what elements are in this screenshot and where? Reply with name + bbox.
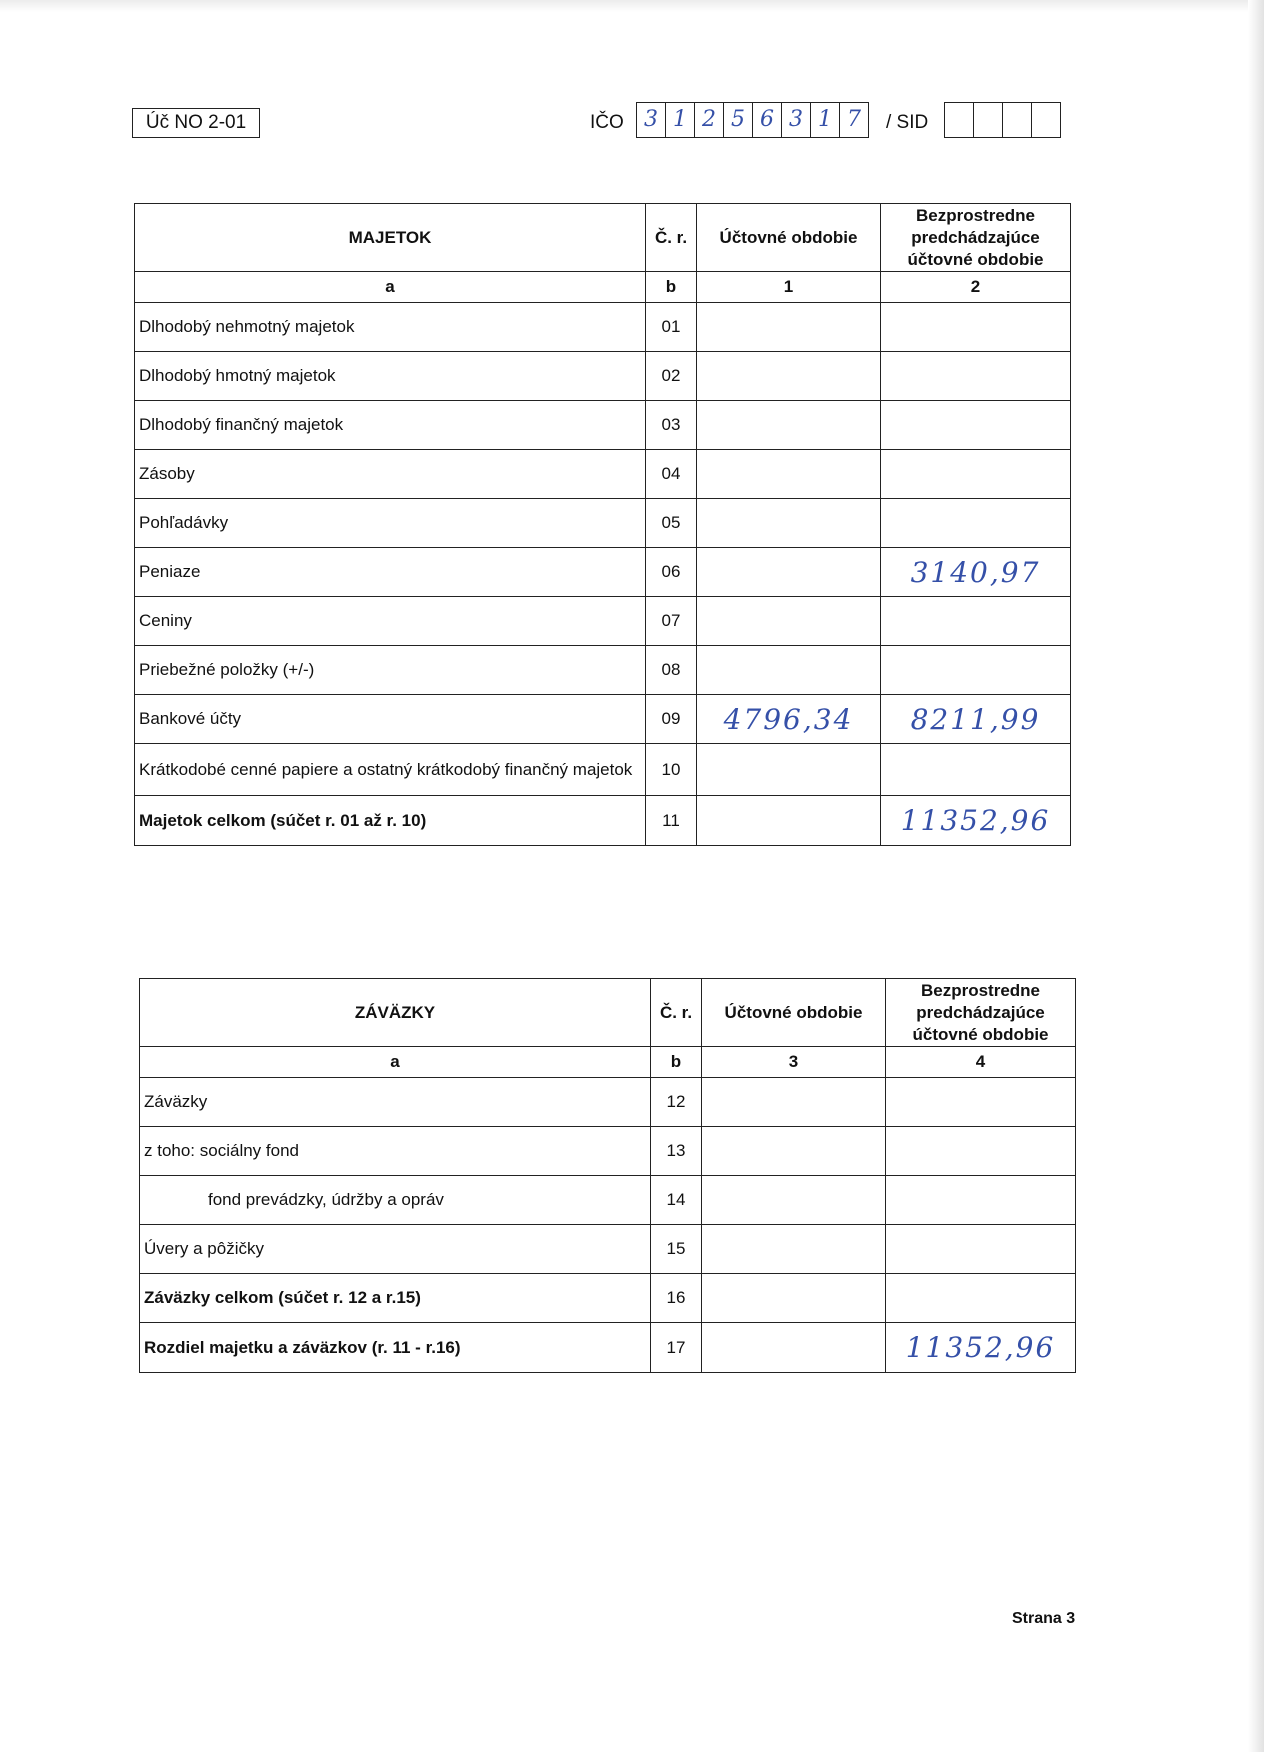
- row-number: 14: [651, 1176, 702, 1225]
- current-period-value[interactable]: [697, 499, 881, 548]
- current-period-value[interactable]: [697, 597, 881, 646]
- previous-period-value[interactable]: [886, 1225, 1076, 1274]
- liabilities-header-row: [140, 979, 1076, 1047]
- current-period-value[interactable]: [702, 1078, 886, 1127]
- previous-period-value[interactable]: [881, 450, 1071, 499]
- row-number: 06: [646, 548, 697, 597]
- table-row: [135, 646, 1071, 695]
- previous-period-value[interactable]: 3140,97: [881, 548, 1071, 597]
- previous-period-value[interactable]: [881, 597, 1071, 646]
- assets-header-item: MAJETOK: [135, 204, 646, 272]
- current-period-value[interactable]: [702, 1323, 886, 1373]
- form-code: Úč NO 2-01: [132, 108, 260, 138]
- assets-letter-current: 1: [697, 272, 881, 303]
- liabilities-letter-current: 3: [702, 1047, 886, 1078]
- scan-top-shadow: [0, 0, 1264, 12]
- table-row: [140, 1225, 1076, 1274]
- previous-period-value[interactable]: [881, 646, 1071, 695]
- liabilities-letter-row-no: b: [651, 1047, 702, 1078]
- sid-label: / SID: [886, 112, 929, 133]
- row-label: Priebežné položky (+/-): [135, 646, 646, 695]
- row-number: 16: [651, 1274, 702, 1323]
- current-period-value[interactable]: [702, 1127, 886, 1176]
- row-number: 12: [651, 1078, 702, 1127]
- row-label: Bankové účty: [135, 695, 646, 744]
- current-period-value[interactable]: [702, 1225, 886, 1274]
- row-number: 03: [646, 401, 697, 450]
- row-label: Krátkodobé cenné papiere a ostatný krátkodobý finančný majetok: [135, 744, 646, 796]
- ico-digit[interactable]: 1: [665, 103, 694, 137]
- row-label: Pohľadávky: [135, 499, 646, 548]
- sid-digit[interactable]: [1002, 103, 1031, 137]
- row-number: 17: [651, 1323, 702, 1373]
- row-label: fond prevádzky, údržby a opráv: [140, 1176, 651, 1225]
- row-label: Dlhodobý hmotný majetok: [135, 352, 646, 401]
- liabilities-header-item: ZÁVÄZKY: [140, 979, 651, 1047]
- previous-period-value[interactable]: 11352,96: [881, 796, 1071, 846]
- row-number: 01: [646, 303, 697, 352]
- sid-digit[interactable]: [1031, 103, 1060, 137]
- table-row: [140, 1078, 1076, 1127]
- ico-digit[interactable]: 7: [839, 103, 868, 137]
- current-period-value[interactable]: 4796,34: [697, 695, 881, 744]
- table-row: [135, 744, 1071, 796]
- scan-edge-shadow: [1248, 0, 1264, 1752]
- liabilities-table: [139, 978, 1076, 1373]
- current-period-value[interactable]: [697, 796, 881, 846]
- ico-digit[interactable]: 5: [723, 103, 752, 137]
- row-number: 11: [646, 796, 697, 846]
- previous-period-value[interactable]: 8211,99: [881, 695, 1071, 744]
- sid-digit[interactable]: [945, 103, 973, 137]
- liabilities-letter-item: a: [140, 1047, 651, 1078]
- liabilities-header-previous: Bezprostredne predchádzajúce účtovné obdobie: [886, 979, 1076, 1047]
- current-period-value[interactable]: [697, 352, 881, 401]
- ico-digit[interactable]: 3: [644, 107, 658, 132]
- assets-header-row: [135, 204, 1071, 272]
- ico-label: IČO: [590, 112, 624, 133]
- row-label: Zásoby: [135, 450, 646, 499]
- assets-letter-row-no: b: [646, 272, 697, 303]
- table-row: [135, 695, 1071, 744]
- table-row: [135, 352, 1071, 401]
- table-row: [135, 796, 1071, 846]
- table-row: [140, 1323, 1076, 1373]
- table-row: [135, 548, 1071, 597]
- ico-digit[interactable]: 3: [781, 103, 810, 137]
- row-label: Úvery a pôžičky: [140, 1225, 651, 1274]
- ico-digit[interactable]: 6: [752, 103, 781, 137]
- previous-period-value[interactable]: [881, 499, 1071, 548]
- table-row: [140, 1127, 1076, 1176]
- current-period-value[interactable]: [697, 401, 881, 450]
- previous-period-value[interactable]: [881, 303, 1071, 352]
- row-number: 09: [646, 695, 697, 744]
- previous-period-value[interactable]: [886, 1176, 1076, 1225]
- current-period-value[interactable]: [697, 744, 881, 796]
- row-number: 05: [646, 499, 697, 548]
- current-period-value[interactable]: [697, 646, 881, 695]
- assets-letter-previous: 2: [881, 272, 1071, 303]
- sid-digit[interactable]: [973, 103, 1002, 137]
- row-label: Rozdiel majetku a záväzkov (r. 11 - r.16): [140, 1323, 651, 1373]
- assets-header-row-no: Č. r.: [646, 204, 697, 272]
- row-number: 02: [646, 352, 697, 401]
- liabilities-letter-previous: 4: [886, 1047, 1076, 1078]
- sid-digit-boxes: [944, 102, 1061, 138]
- row-label: Záväzky celkom (súčet r. 12 a r.15): [140, 1274, 651, 1323]
- previous-period-value[interactable]: [886, 1127, 1076, 1176]
- row-label: Peniaze: [135, 548, 646, 597]
- table-row: [135, 499, 1071, 548]
- liabilities-header-row-no: Č. r.: [651, 979, 702, 1047]
- ico-digit-boxes: [636, 102, 869, 138]
- row-number: 13: [651, 1127, 702, 1176]
- previous-period-value[interactable]: [886, 1078, 1076, 1127]
- row-number: 10: [646, 744, 697, 796]
- current-period-value[interactable]: [702, 1274, 886, 1323]
- table-row: [140, 1176, 1076, 1225]
- previous-period-value[interactable]: 11352,96: [886, 1323, 1076, 1373]
- current-period-value[interactable]: [697, 548, 881, 597]
- row-number: 15: [651, 1225, 702, 1274]
- row-label: Záväzky: [140, 1078, 651, 1127]
- row-number: 04: [646, 450, 697, 499]
- row-label: Dlhodobý finančný majetok: [135, 401, 646, 450]
- row-label: Majetok celkom (súčet r. 01 až r. 10): [135, 796, 646, 846]
- table-row: [135, 597, 1071, 646]
- current-period-value[interactable]: [697, 450, 881, 499]
- liabilities-letter-row: [140, 1047, 1076, 1078]
- table-row: [135, 401, 1071, 450]
- row-label: z toho: sociálny fond: [140, 1127, 651, 1176]
- assets-letter-row: [135, 272, 1071, 303]
- previous-period-value[interactable]: [881, 401, 1071, 450]
- page-number: Strana 3: [1012, 1610, 1076, 1627]
- liabilities-header-current: Účtovné obdobie: [702, 979, 886, 1047]
- previous-period-value[interactable]: [881, 352, 1071, 401]
- row-label: Ceniny: [135, 597, 646, 646]
- assets-header-previous: Bezprostredne predchádzajúce účtovné obdobie: [881, 204, 1071, 272]
- table-row: [135, 303, 1071, 352]
- table-row: [135, 450, 1071, 499]
- assets-table: [134, 203, 1071, 846]
- table-row: [140, 1274, 1076, 1323]
- current-period-value[interactable]: [702, 1176, 886, 1225]
- previous-period-value[interactable]: [881, 744, 1071, 796]
- ico-digit[interactable]: 1: [810, 103, 839, 137]
- current-period-value[interactable]: [697, 303, 881, 352]
- ico-digit[interactable]: 2: [694, 103, 723, 137]
- previous-period-value[interactable]: [886, 1274, 1076, 1323]
- row-label: Dlhodobý nehmotný majetok: [135, 303, 646, 352]
- row-number: 07: [646, 597, 697, 646]
- assets-header-current: Účtovné obdobie: [697, 204, 881, 272]
- row-number: 08: [646, 646, 697, 695]
- assets-letter-item: a: [135, 272, 646, 303]
